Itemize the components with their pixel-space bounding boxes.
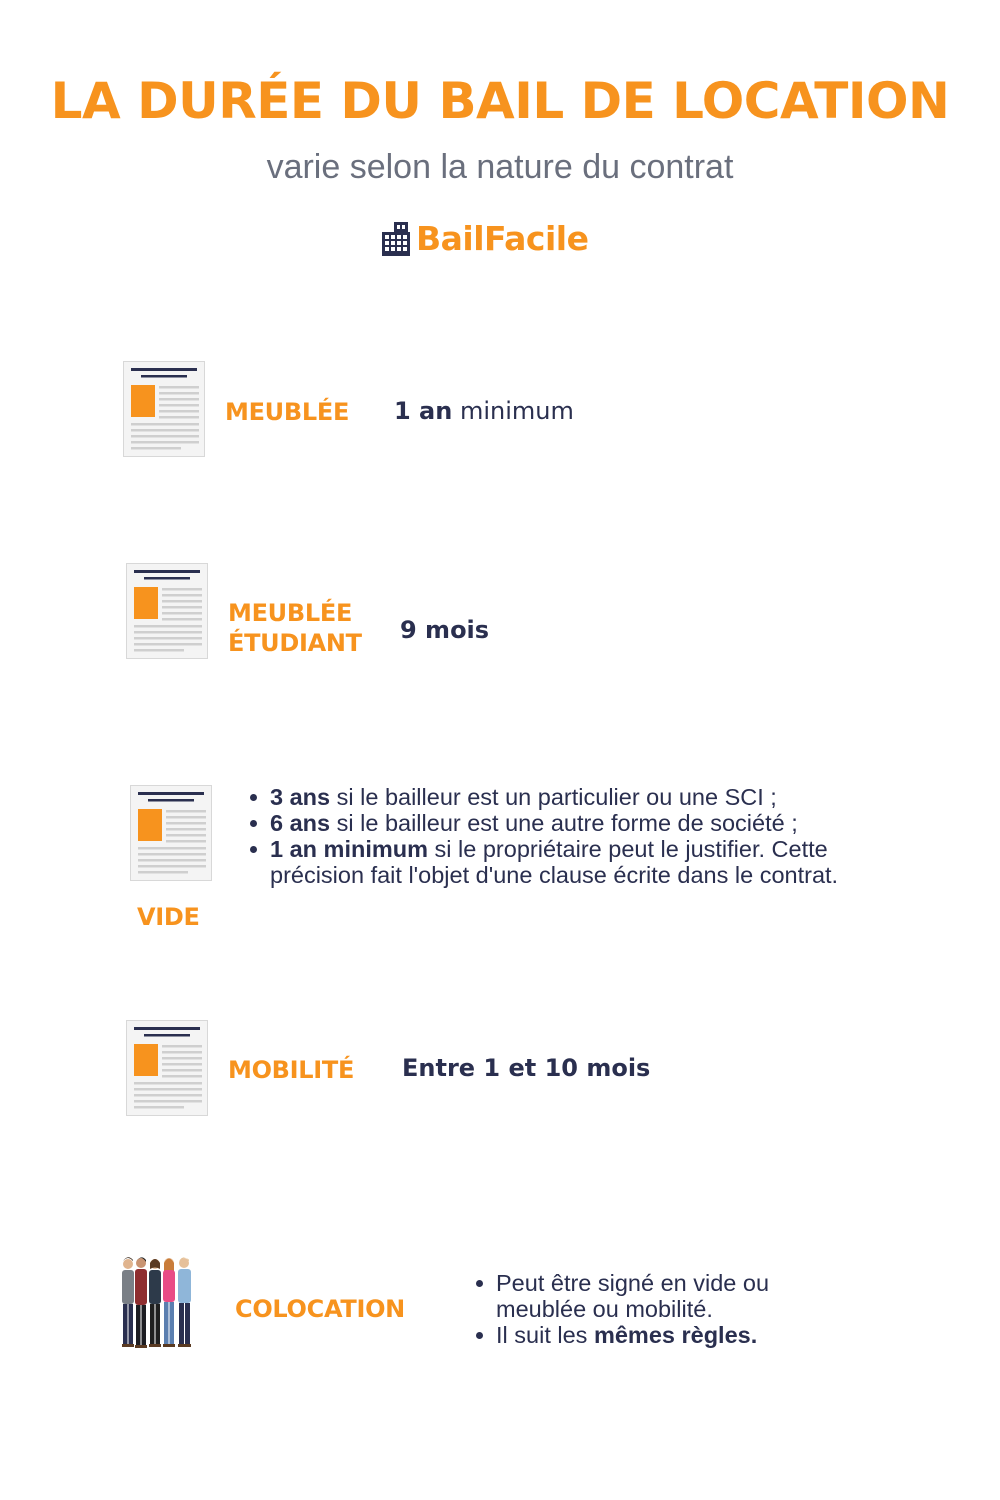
group-of-people-icon bbox=[118, 1255, 208, 1355]
label-mobilite: MOBILITÉ bbox=[228, 1056, 355, 1084]
document-icon bbox=[126, 1020, 208, 1116]
label-vide: VIDE bbox=[137, 903, 200, 931]
document-icon bbox=[130, 785, 212, 881]
value-meublee: 1 an minimum bbox=[394, 397, 574, 425]
value-mobilite: Entre 1 et 10 mois bbox=[402, 1054, 651, 1082]
list-item: 3 ans si le bailleur est un particulier ou une SCI ; bbox=[246, 784, 906, 810]
brand-logo bbox=[382, 216, 589, 260]
label-line-2: ÉTUDIANT bbox=[228, 629, 362, 657]
vide-bullet-list bbox=[246, 784, 906, 888]
label-line-1: MEUBLÉE bbox=[228, 599, 353, 627]
value-etudiant: 9 mois bbox=[400, 616, 490, 644]
list-item: Peut être signé en vide ou meublée ou mobilité. bbox=[472, 1270, 852, 1322]
list-item: 6 ans si le bailleur est une autre forme de société ; bbox=[246, 810, 906, 836]
label-meublee: MEUBLÉE bbox=[225, 398, 350, 426]
label-colocation: COLOCATION bbox=[235, 1295, 405, 1323]
list-item: Il suit les mêmes règles. bbox=[472, 1322, 852, 1348]
label-meublee-etudiant bbox=[228, 598, 362, 658]
building-icon bbox=[382, 220, 410, 256]
document-icon bbox=[123, 361, 205, 457]
page-subtitle: varie selon la nature du contrat bbox=[266, 148, 734, 186]
list-item: 1 an minimum si le propriétaire peut le justifier. Cette précision fait l'objet d'une clause écrite dans le contrat. bbox=[246, 836, 906, 888]
colocation-bullet-list bbox=[472, 1270, 852, 1348]
brand-name: BailFacile bbox=[416, 218, 589, 258]
page-title: LA DURÉE DU BAIL DE LOCATION bbox=[50, 72, 950, 130]
document-icon bbox=[126, 563, 208, 659]
